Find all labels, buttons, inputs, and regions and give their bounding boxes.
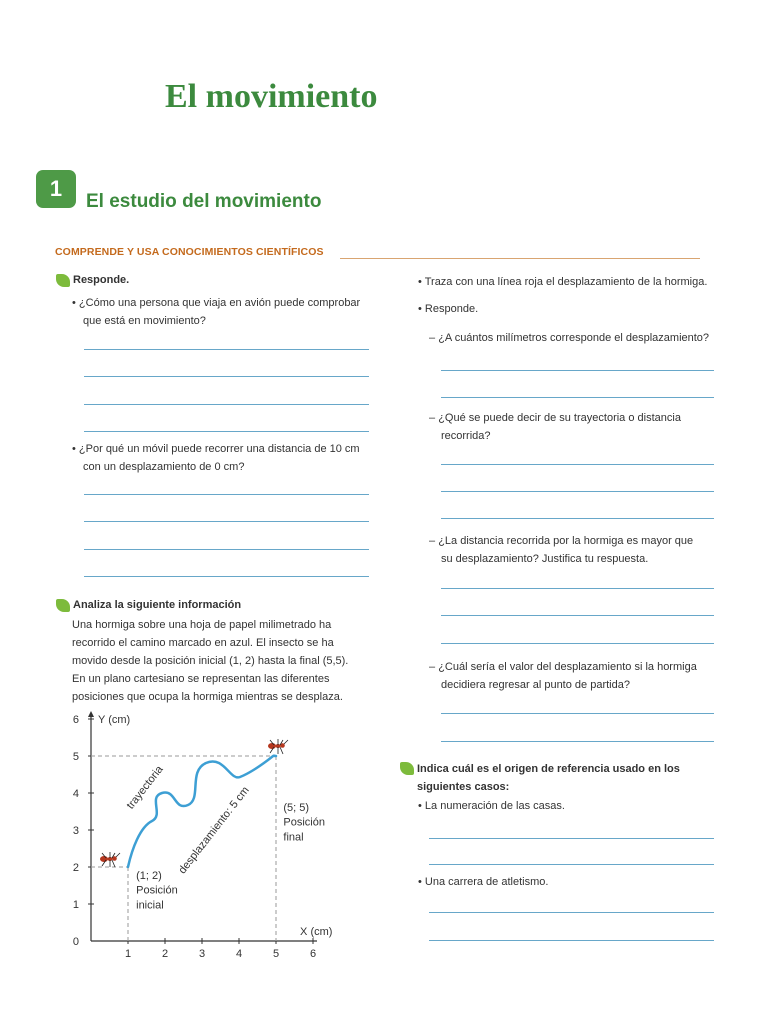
- leaf-icon: [400, 762, 414, 775]
- paragraph-line: En un plano cartesiano se representan las diferentes: [72, 673, 330, 685]
- ant-antenna: [284, 740, 288, 744]
- indica-heading: [417, 760, 737, 796]
- y-tick-label: 0: [72, 936, 79, 948]
- y-tick-label: 3: [72, 825, 79, 837]
- question-2: [72, 440, 382, 476]
- question-1: [72, 294, 382, 330]
- ant-paragraph: [72, 616, 382, 706]
- displacement-label: desplazamiento: 5 cm: [176, 784, 252, 877]
- answer-line[interactable]: [441, 615, 714, 616]
- leaf-icon: [56, 274, 70, 287]
- case-2: [418, 873, 548, 891]
- paragraph-line: posiciones que ocupa la hormiga mientras se desplaza.: [72, 691, 343, 703]
- answer-line[interactable]: [84, 576, 369, 577]
- start-point-caption: inicial: [136, 899, 164, 912]
- x-tick-label: 4: [235, 948, 243, 960]
- case-1-text: • La numeración de las casas.: [418, 800, 565, 812]
- end-point-caption: Posición: [283, 816, 325, 829]
- competency-band: COMPRENDE Y USA CONOCIMIENTOS CIENTÍFICOS: [55, 246, 324, 258]
- indica-line: siguientes casos:: [417, 781, 510, 793]
- end-point-label: (5; 5): [283, 801, 310, 814]
- answer-line[interactable]: [441, 713, 714, 714]
- ant-start-icon: [100, 852, 120, 867]
- question-2-line-2: con un desplazamiento de 0 cm?: [83, 461, 245, 473]
- y-axis-label: Y (cm): [98, 714, 131, 726]
- answer-line[interactable]: [84, 404, 369, 405]
- question-2-line-1: • ¿Por qué un móvil puede recorrer una distancia de 10 cm: [72, 440, 382, 458]
- subquestion-1: [429, 329, 749, 347]
- answer-line[interactable]: [441, 741, 714, 742]
- answer-line[interactable]: [441, 491, 714, 492]
- ant-antenna: [116, 853, 120, 857]
- y-tick-label: 5: [72, 751, 79, 763]
- answer-line[interactable]: [84, 549, 369, 550]
- page-title: El movimiento: [165, 78, 378, 115]
- ant-leg: [112, 860, 115, 867]
- ant-end-icon: [268, 739, 288, 754]
- section-title: El estudio del movimiento: [86, 191, 322, 212]
- answer-line[interactable]: [441, 588, 714, 589]
- subquestion-4-line: decidiera regresar al punto de partida?: [441, 679, 630, 691]
- question-1-line-2: que está en movimiento?: [83, 315, 206, 327]
- end-point-caption: final: [283, 831, 304, 844]
- section-number-badge: 1: [36, 170, 76, 208]
- question-1-line-1: • ¿Cómo una persona que viaja en avión puede comprobar: [72, 294, 382, 312]
- responde-right: [418, 300, 478, 318]
- paragraph-line: recorrido el camino marcado en azul. El insecto se ha: [72, 637, 334, 649]
- trajectory-label: trayectoria: [124, 763, 166, 812]
- answer-line[interactable]: [84, 376, 369, 377]
- answer-line[interactable]: [441, 518, 714, 519]
- answer-line[interactable]: [84, 349, 369, 350]
- ant-path-chart: [60, 705, 350, 965]
- responde-heading: Responde.: [73, 274, 130, 286]
- answer-line[interactable]: [429, 912, 714, 913]
- answer-line[interactable]: [84, 521, 369, 522]
- x-tick-label: 2: [161, 948, 169, 960]
- answer-line[interactable]: [441, 464, 714, 465]
- x-tick-label: 5: [272, 948, 280, 960]
- ant-body: [268, 743, 276, 749]
- start-point-caption: Posición: [136, 884, 178, 897]
- subquestion-3-line: – ¿La distancia recorrida por la hormiga es mayor que: [429, 532, 749, 550]
- start-point-label: (1; 2): [136, 869, 162, 882]
- y-axis-arrow: [88, 711, 94, 717]
- answer-line[interactable]: [429, 864, 714, 865]
- traza-text: • Traza con una línea roja el desplazamiento de la hormiga.: [418, 276, 707, 288]
- x-tick-label: 6: [309, 948, 317, 960]
- y-tick-label: 4: [72, 788, 79, 800]
- subquestion-4-line: – ¿Cuál sería el valor del desplazamiento si la hormiga: [429, 658, 749, 676]
- responde-right-text: • Responde.: [418, 303, 478, 315]
- traza-instruction: [418, 273, 748, 291]
- subquestion-2-line: recorrida?: [441, 430, 491, 442]
- y-tick-label: 6: [72, 714, 79, 726]
- x-axis-label: X (cm): [300, 926, 333, 938]
- x-tick-label: 1: [124, 948, 132, 960]
- answer-line[interactable]: [441, 397, 714, 398]
- subquestion-3-line: su desplazamiento? Justifica tu respuesta.: [441, 553, 649, 565]
- band-rule: [340, 258, 700, 259]
- x-tick-label: 3: [198, 948, 206, 960]
- indica-line: Indica cuál es el origen de referencia usado en los: [417, 763, 680, 775]
- paragraph-line: movido desde la posición inicial (1, 2) hasta la final (5,5).: [72, 655, 349, 667]
- answer-line[interactable]: [429, 838, 714, 839]
- y-tick-label: 1: [72, 899, 79, 911]
- subquestion-4: [429, 658, 749, 694]
- case-1: [418, 797, 565, 815]
- subquestion-2-line: – ¿Qué se puede decir de su trayectoria o distancia: [429, 409, 749, 427]
- ant-leg: [280, 747, 283, 754]
- paragraph-line: Una hormiga sobre una hoja de papel milimetrado ha: [72, 619, 332, 631]
- ant-body: [100, 856, 108, 862]
- leaf-icon: [56, 599, 70, 612]
- answer-line[interactable]: [441, 370, 714, 371]
- answer-line[interactable]: [84, 494, 369, 495]
- y-tick-label: 2: [72, 862, 79, 874]
- subquestion-2: [429, 409, 749, 445]
- answer-line[interactable]: [441, 643, 714, 644]
- case-2-text: • Una carrera de atletismo.: [418, 876, 548, 888]
- analiza-heading: Analiza la siguiente información: [73, 599, 242, 611]
- subquestion-1-line: – ¿A cuántos milímetros corresponde el desplazamiento?: [429, 329, 749, 347]
- answer-line[interactable]: [84, 431, 369, 432]
- answer-line[interactable]: [429, 940, 714, 941]
- subquestion-3: [429, 532, 749, 568]
